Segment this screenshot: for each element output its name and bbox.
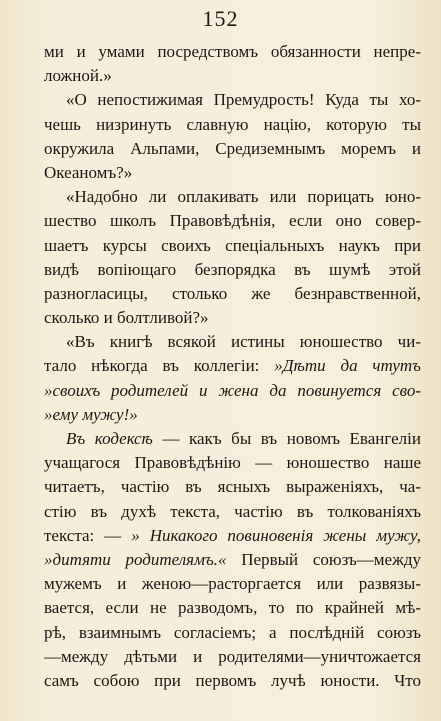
text-line	[44, 403, 421, 427]
text-line	[44, 209, 421, 233]
text-segment: «Въ книгѣ всякой истины юношество чи-	[66, 332, 421, 352]
text-line	[44, 645, 421, 669]
text-line	[44, 500, 421, 524]
text-segment: — какъ бы въ новомъ Евангеліи	[152, 429, 421, 448]
text-segment: ложной.»	[44, 66, 112, 86]
text-line	[44, 621, 421, 645]
text-segment: ми и умами посредствомъ обязанности непре-	[44, 42, 421, 61]
text-line	[44, 234, 421, 258]
text-line	[44, 330, 421, 354]
text-segment: шество школъ Правовѣдѣнія, если оно совер-	[44, 211, 421, 231]
text-segment: тало нѣкогда въ коллегіи:	[44, 356, 275, 376]
text-line	[44, 427, 421, 451]
text-segment: текста: —	[44, 525, 132, 545]
italic-text: »ему мужу!»	[44, 404, 138, 424]
text-line	[44, 548, 421, 572]
text-segment: разногласицы, столько же безнравственной,	[44, 283, 421, 303]
text-segment: «О непостижимая Премудрость! Куда ты хо-	[66, 90, 421, 110]
italic-text: »дитяти родителямъ.«	[44, 549, 227, 569]
text-segment: видѣ вопіющаго безпорядка въ шумѣ этой	[44, 259, 421, 279]
text-line	[44, 475, 421, 499]
text-line	[44, 258, 421, 282]
text-segment: чешь низринуть славную націю, которую ты	[44, 114, 421, 134]
italic-text: Въ кодексѣ	[66, 429, 153, 448]
text-line	[44, 354, 421, 378]
text-segment: «Надобно ли оплакивать или порицать юно-	[66, 187, 421, 207]
text-segment: Первый союзъ—между	[226, 549, 421, 569]
text-line	[44, 185, 421, 209]
text-line	[44, 596, 421, 620]
text-segment: читаетъ, частію въ ясныхъ выраженіяхъ, ча-	[44, 477, 421, 497]
text-segment: вается, если не разводомъ, то по крайней мѣ-	[44, 598, 421, 618]
italic-text: » Никакого повиновенія жены мужу,	[131, 525, 421, 545]
text-line	[44, 572, 421, 596]
text-line	[44, 40, 421, 64]
text-segment: учащагося Правовѣдѣнію — юношество наше	[44, 453, 421, 473]
text-line	[44, 137, 421, 161]
text-segment: самъ собою при первомъ лучѣ юности. Что	[44, 670, 421, 690]
text-line	[44, 306, 421, 330]
text-line	[44, 113, 421, 137]
text-segment: рѣ, взаимнымъ согласіемъ; а послѣдній союзъ	[44, 622, 421, 642]
italic-text: »своихъ родителей и жена да повинуется сво-	[44, 380, 421, 400]
body-text	[44, 40, 421, 693]
italic-text: »Дѣти да чтутъ	[274, 356, 421, 376]
text-segment: окружила Альпами, Средиземнымъ моремъ и	[44, 138, 421, 158]
text-line	[44, 282, 421, 306]
text-segment: стію въ духѣ текста, частію въ толкованіяхъ	[44, 501, 421, 521]
text-line	[44, 524, 421, 548]
text-segment: шаетъ курсы своихъ спеціальныхъ наукъ при	[44, 235, 421, 255]
text-segment: мужемъ и женою—расторгается или развязы-	[44, 574, 421, 594]
text-line	[44, 64, 421, 88]
text-line	[44, 88, 421, 112]
text-line	[44, 161, 421, 185]
text-line	[44, 379, 421, 403]
text-segment: сколько и болтливой?»	[44, 308, 209, 328]
text-line	[44, 451, 421, 475]
text-segment: Океаномъ?»	[44, 162, 133, 182]
page-number: 152	[202, 6, 239, 31]
text-segment: —между дѣтьми и родителями—уничтожается	[44, 646, 421, 666]
text-line	[44, 669, 421, 693]
